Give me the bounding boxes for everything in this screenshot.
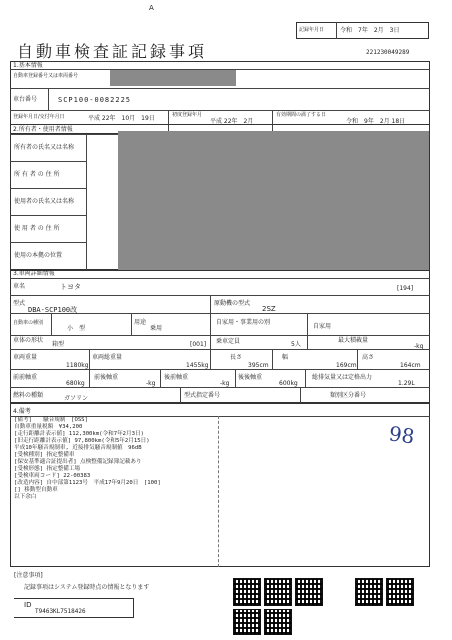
maker-label: 車名	[13, 283, 26, 290]
redacted-registration	[110, 70, 236, 86]
divider	[210, 349, 211, 369]
divider	[89, 369, 90, 387]
user-address-label: 使 用 者 の 住 所	[14, 225, 60, 232]
expiry-date-value: 令和 9年 2月 18日	[346, 118, 406, 125]
divider	[89, 349, 90, 369]
expiry-date-label: 有効期間の満了する日	[276, 112, 327, 118]
displacement-value: 1.29L	[398, 380, 415, 387]
engine-type-value: 2SZ	[262, 305, 276, 313]
class-number-label: 類別区分番号	[330, 392, 367, 399]
front-rear-axle-value: -kg	[146, 380, 156, 387]
handwritten-stamp: 98	[387, 421, 416, 449]
divider	[210, 313, 211, 335]
divider	[10, 242, 87, 243]
rear-rear-axle-value: 600kg	[279, 380, 298, 387]
id-value: T9463KL7518426	[35, 608, 86, 615]
registration-number-label: 自動車登録番号又は車両番号	[13, 73, 79, 79]
divider	[235, 369, 236, 387]
divider	[10, 387, 430, 388]
notes-heading: [注意事項]	[14, 572, 43, 579]
qr-code-icon	[355, 578, 383, 606]
divider	[272, 349, 273, 369]
gross-weight-value: 1455kg	[186, 362, 209, 369]
divider	[180, 387, 181, 403]
section-remarks-heading: 4.備考	[13, 408, 31, 415]
qr-code-icon	[295, 578, 323, 606]
date-divider	[336, 22, 337, 39]
length-value: 395cm	[248, 362, 269, 369]
max-load-label: 最大積載量	[338, 337, 369, 344]
gross-weight-label: 車両総重量	[92, 354, 123, 361]
front-front-axle-value: 680kg	[66, 380, 85, 387]
qr-code-icon	[264, 609, 292, 635]
divider	[300, 387, 301, 403]
divider	[10, 335, 430, 336]
height-value: 164cm	[400, 362, 421, 369]
section-owner-heading: 2.所有者・使用者情報	[13, 126, 73, 133]
width-label: 幅	[282, 354, 289, 361]
owner-name-label: 所有者の氏名又は名称	[14, 144, 75, 151]
section-basic-heading: 1.基本情報	[13, 62, 43, 69]
mark-a: A	[149, 4, 154, 12]
section-vehicle-heading: 3.車両詳細情報	[13, 270, 55, 277]
divider	[210, 295, 211, 313]
vehicle-weight-value: 1180kg	[66, 362, 89, 369]
divider	[10, 295, 430, 296]
owner-address-label: 所 有 者 の 住 所	[14, 171, 60, 178]
first-registration-label: 初度登録年月	[172, 112, 203, 118]
designation-number-label: 型式指定番号	[184, 392, 221, 399]
document-number: 221230049289	[366, 49, 410, 56]
divider	[10, 313, 430, 314]
qr-code-icon	[233, 578, 261, 606]
height-label: 高さ	[362, 354, 375, 361]
divider	[10, 110, 430, 111]
notes-text: 記録事項はシステム登録時点の情報となります	[24, 584, 150, 591]
divider	[307, 313, 308, 335]
maker-code: [194]	[397, 285, 414, 292]
model-value: DBA-SCP100改	[28, 306, 78, 314]
record-date-value: 令和 7年 2月 3日	[340, 27, 400, 34]
body-shape-value: 箱型	[52, 341, 65, 348]
base-location-label: 使用の本拠の位置	[14, 252, 63, 259]
use-value: 乗用	[150, 325, 163, 332]
capacity-value: 5人	[291, 341, 301, 348]
divider	[357, 349, 358, 369]
divider	[307, 335, 308, 349]
private-commercial-label: 自家用・事業用の別	[216, 319, 271, 326]
page-title: 自動車検査証記録事項	[17, 42, 208, 61]
chassis-number-label: 車台番号	[13, 96, 38, 103]
vehicle-type-value: 小 型	[67, 325, 86, 332]
fuel-type-label: 燃料の種類	[13, 392, 44, 399]
divider	[131, 313, 132, 335]
qr-code-icon	[264, 578, 292, 606]
capacity-label: 乗車定員	[216, 338, 241, 345]
divider	[86, 134, 87, 270]
divider	[10, 188, 87, 189]
redacted-owner-info	[118, 131, 429, 270]
rear-front-axle-label: 後前軸重	[164, 374, 189, 381]
divider	[51, 313, 52, 335]
user-name-label: 使用者の氏名又は名称	[14, 198, 75, 205]
divider	[10, 161, 87, 162]
divider	[160, 369, 161, 387]
body-shape-code: [001]	[190, 341, 207, 348]
max-load-value: -kg	[414, 343, 424, 350]
registration-date-value: 平成 22年 10月 19日	[88, 115, 155, 122]
maker-value: トヨタ	[60, 283, 81, 291]
qr-code-icon	[386, 578, 414, 606]
qr-code-icon	[233, 609, 261, 635]
divider	[10, 349, 430, 350]
body-shape-label: 車体の形状	[13, 337, 44, 344]
id-label: ID	[24, 601, 32, 609]
model-label: 型式	[13, 300, 26, 307]
rear-front-axle-value: -kg	[220, 380, 230, 387]
chassis-number-value: SCP100-0082225	[58, 96, 132, 104]
vehicle-weight-label: 車両重量	[13, 354, 38, 361]
use-label: 用途	[134, 319, 147, 326]
fuel-type-value: ガソリン	[64, 395, 89, 402]
engine-type-label: 原動機の型式	[214, 300, 251, 307]
remarks-text: [備考] 騒音規制 [OSS] 自動車重量税額 ¥34,200 [走行距離計表示値] 112,300km(令和7年2月3日) [旧走行距離計表示値] 97,800km(令和5年2月15日) 平成10年騒音規制車, 近接排気騒音規制値 96dB [受検種別] 指定整備車 [保安基準適合証提出者] 点検整備記録簿記載あり [受検形態] 指定整備工場 [受検車両コード] 22-00383 [改造内容] 自中部第1123号 平成17年9月20日 [100] [] 移動型自動車 以下余白	[14, 417, 161, 500]
front-front-axle-label: 前前軸重	[13, 374, 38, 381]
first-registration-value: 平成 22年 2月	[210, 118, 254, 125]
divider	[10, 215, 87, 216]
registration-date-label: 登録年月日/交付年月日	[13, 114, 65, 120]
private-commercial-value: 自家用	[313, 323, 332, 330]
divider	[305, 369, 306, 387]
divider	[210, 335, 211, 349]
remarks-divider	[218, 416, 219, 567]
divider	[10, 369, 430, 370]
width-value: 169cm	[336, 362, 357, 369]
divider	[48, 88, 49, 110]
displacement-label: 総排気量又は定格出力	[312, 374, 373, 381]
front-rear-axle-label: 前後軸重	[94, 374, 119, 381]
divider	[10, 278, 430, 279]
record-date-label: 記録年月日	[299, 27, 325, 33]
rear-rear-axle-label: 後後軸重	[238, 374, 263, 381]
vehicle-type-label: 自動車の種別	[13, 320, 44, 326]
length-label: 長さ	[230, 354, 243, 361]
divider	[10, 88, 430, 89]
